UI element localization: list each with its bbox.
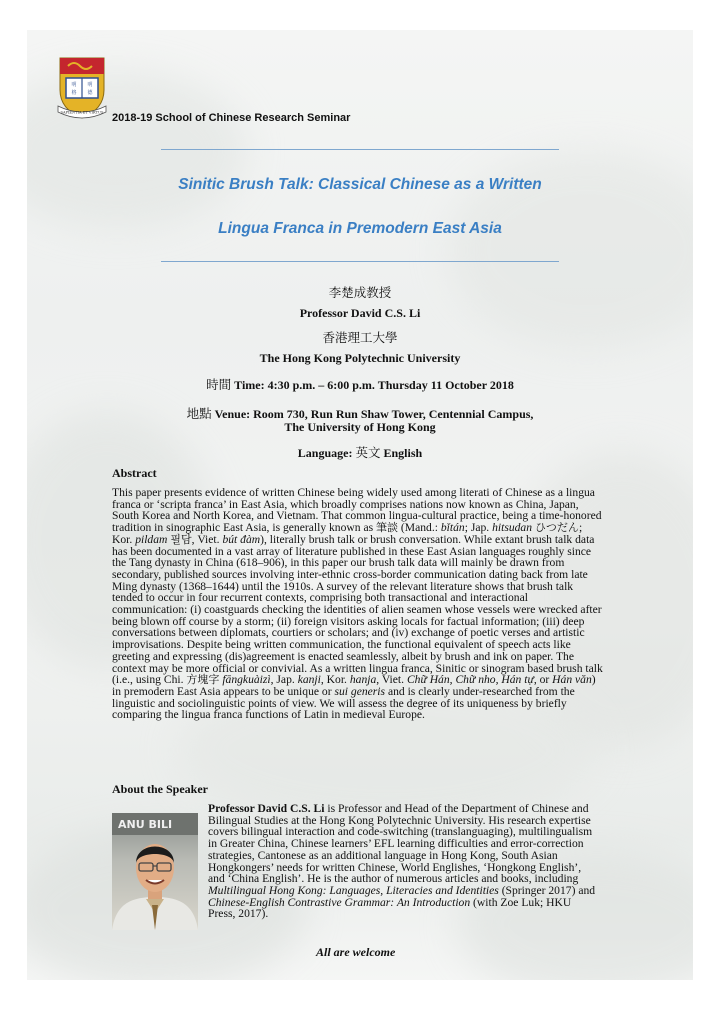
speaker-bio: Professor David C.S. Li is Professor and Head of the Department of Chinese and Bilingual Studies at the Hong Kong Polytechnic University. His research expertise covers bilingual interaction and code-switching (translanguaging), multilingualism in Greater China, Chinese learners’ EFL learning difficulties and error-correction strategies, Cantonese as an additional language in Hong Kong, South Asian Hongkongers’ needs for written Chinese, World Englishes, ‘Hongkong English’, and ‘China English’. He is the author of numerous articles and books, including Multilingual Hong Kong: Languages, Literacies and Identities (Springer 2017) and Chinese-English Contrastive Grammar: An Introduction (with Zoe Luk; HKU Press, 2017). bbox=[208, 802, 596, 921]
seminar-series-label: 2018-19 School of Chinese Research Seminar bbox=[112, 112, 351, 124]
seminar-venue-line1: 地點 Venue: Room 730, Run Run Shaw Tower, Centennial Campus, bbox=[186, 406, 534, 421]
crest-motto: SAPIENTIA ET VIRTUS bbox=[60, 110, 104, 115]
institution-zh: 香港理工大學 bbox=[322, 330, 398, 345]
about-speaker-heading: About the Speaker bbox=[112, 782, 209, 796]
photo-background-sign: ANU BILI bbox=[118, 818, 173, 831]
seminar-title-line1: Sinitic Brush Talk: Classical Chinese as a Written bbox=[178, 176, 542, 193]
abstract-text: This paper presents evidence of written Chinese being widely used among literati of Chinese as a lingua franca or ‘scripta franca’ in East Asia, which broadly comprises nations now known as China, Japan, South Korea and North Korea, and Vietnam. That common lingua-cultural practice, being a time-honored tradition in sinographic East Asia, is generally known as 筆談 (Mand.: bǐtán; Jap. hitsudan ひつだん; Kor. pildam 필담, Viet. bút đàm), literally brush talk or brush conversation. While extant brush talk data has been documented in a vast array of literature published in these East Asian languages roughly since the Tang dynasty in China (618–906), in this paper our brush talk data will mainly be drawn from secondary, published sources involving inter-ethnic cross-border communication dating back from late Ming dynasty (1368–1644) until the 1910s. A survey of the relevant literature shows that brush talk tended to occur in four recurrent contexts, comprising both transactional and interactional communication: (i) coastguards checking the identities of alien seamen whose vessels were wrecked after being blown off course by a storm; (ii) foreign visitors asking locals for factual information; (iii) deep conversations between diplomats, courtiers or scholars; and (iv) exchange of poetic verses and artistic improvisations. Despite being written communication, the functional equivalent of speech acts like greeting and expressing (dis)agreement is enacted seamlessly, albeit by brush and ink on paper. The context may be more official or convivial. As a written lingua franca, Sinitic or sinogram based brush talk (i.e., using Chi. 方塊字 fāngkuàizì, Jap. kanji, Kor. hanja, Viet. Chữ Hán, Chữ nho, Hán tự, or Hán văn) in premodern East Asia appears to be unique or sui generis and is clearly under-researched from the linguistic and sociolinguistic points of view. We will assess the degree of its uniqueness by briefly comparing the lingua franca functions of Latin in medieval Europe. bbox=[112, 486, 603, 722]
seminar-language: Language: 英文 English bbox=[297, 445, 423, 460]
svg-text:明: 明 bbox=[71, 82, 77, 88]
svg-text:明: 明 bbox=[87, 82, 93, 88]
seminar-time: 時間 Time: 4:30 p.m. – 6:00 p.m. Thursday 11 October 2018 bbox=[206, 377, 514, 392]
abstract-heading: Abstract bbox=[112, 466, 157, 480]
svg-text:格: 格 bbox=[71, 90, 77, 96]
seminar-title-line2: Lingua Franca in Premodern East Asia bbox=[218, 220, 502, 237]
svg-text:德: 德 bbox=[87, 90, 93, 96]
institution-en: The Hong Kong Polytechnic University bbox=[259, 351, 461, 365]
speaker-name-en: Professor David C.S. Li bbox=[299, 306, 421, 320]
all-welcome-note: All are welcome bbox=[316, 945, 396, 959]
divider-top bbox=[161, 149, 559, 150]
crest-chief bbox=[60, 58, 104, 74]
seminar-venue-line2: The University of Hong Kong bbox=[284, 420, 436, 434]
divider-bottom bbox=[161, 261, 559, 262]
speaker-name-zh: 李楚成教授 bbox=[328, 285, 392, 300]
speaker-photo bbox=[112, 813, 198, 930]
university-crest-logo bbox=[56, 56, 108, 120]
